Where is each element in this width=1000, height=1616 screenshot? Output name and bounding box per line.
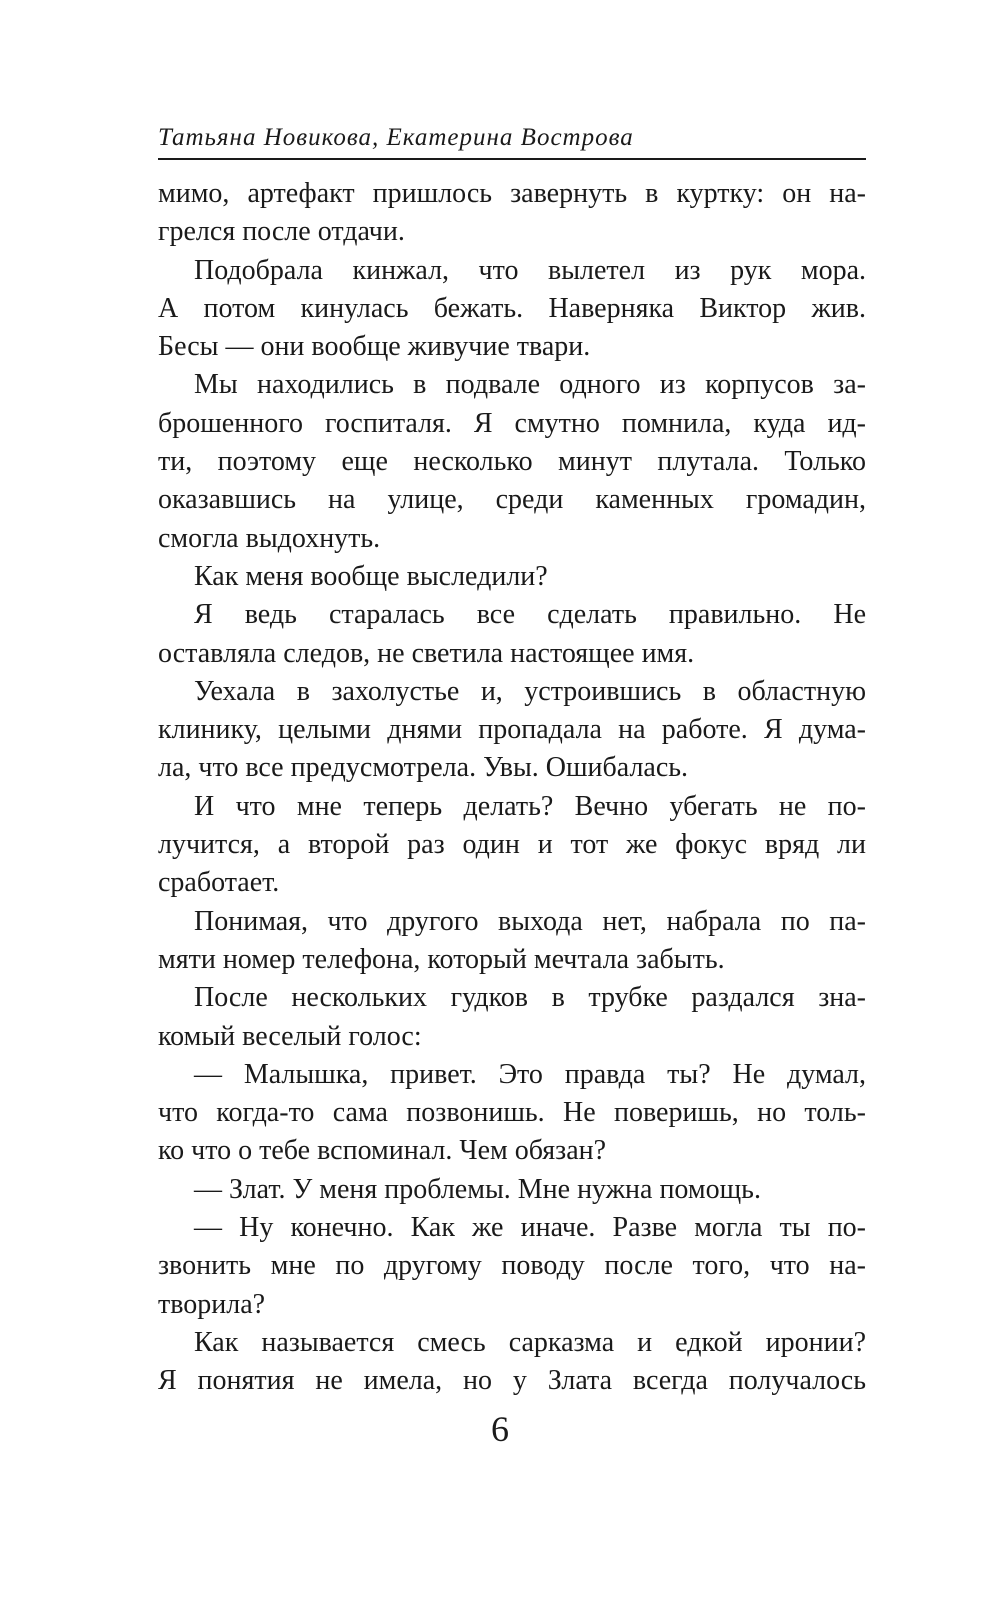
text-line: Как называется смесь сарказма и едкой иронии?	[194, 1326, 866, 1358]
text-line: И что мне теперь делать? Вечно убегать не по-	[194, 790, 866, 822]
text-line: — Малышка, привет. Это правда ты? Не думал,	[194, 1058, 866, 1090]
text-line: Как меня вообще выследили?	[194, 560, 548, 592]
text-line: Подобрала кинжал, что вылетел из рук мора.	[194, 254, 866, 286]
text-line: После нескольких гудков в трубке раздался зна-	[194, 982, 866, 1014]
text-line: грелся после отдачи.	[158, 216, 405, 248]
text-line: комый веселый голос:	[158, 1020, 422, 1052]
body-text	[158, 175, 866, 1401]
text-line: мимо, артефакт пришлось завернуть в куртку: он на-	[158, 178, 866, 209]
text-line: оставляла следов, не светила настоящее имя.	[158, 637, 695, 669]
text-line: Бесы — они вообще живучие твари.	[158, 331, 591, 363]
text-line: Уехала в захолустье и, устроившись в областную	[194, 675, 866, 707]
header-rule	[158, 158, 866, 160]
text-line: ко что о тебе вспоминал. Чем обязан?	[158, 1135, 607, 1167]
text-line: что когда-то сама позвонишь. Не поверишь, но толь-	[158, 1097, 866, 1129]
page-number: 6	[491, 1409, 509, 1449]
text-line: Понимая, что другого выхода нет, набрала по па-	[194, 905, 866, 937]
text-line: Я ведь старалась все сделать правильно. Не	[194, 599, 866, 631]
text-line: — Ну конечно. Как же иначе. Разве могла ты по-	[194, 1212, 866, 1244]
text-line: лучится, а второй раз один и тот же фокус вряд ли	[158, 829, 866, 861]
text-line: звонить мне по другому поводу после того, что на-	[158, 1250, 866, 1282]
text-line: брошенного госпиталя. Я смутно помнила, куда ид-	[158, 407, 866, 439]
text-line: мяти номер телефона, который мечтала забыть.	[158, 943, 725, 975]
running-title: Татьяна Новикова, Екатерина Вострова	[158, 124, 634, 151]
running-header	[158, 122, 866, 160]
text-line: А потом кинулась бежать. Наверняка Виктор жив.	[158, 292, 866, 324]
text-line: ти, поэтому еще несколько минут плутала. Только	[158, 446, 866, 478]
text-line: Мы находились в подвале одного из корпусов за-	[194, 369, 866, 401]
text-line: оказавшись на улице, среди каменных громадин,	[158, 484, 866, 516]
text-line: творила?	[158, 1288, 266, 1320]
text-line: — Злат. У меня проблемы. Мне нужна помощь.	[194, 1173, 761, 1205]
text-line: ла, что все предусмотрела. Увы. Ошибалась.	[158, 752, 689, 784]
text-line: клинику, целыми днями пропадала на работе. Я дума-	[158, 714, 866, 746]
text-line: Я понятия не имела, но у Злата всегда получалось	[158, 1365, 866, 1397]
text-line: сработает.	[158, 867, 280, 899]
text-line: смогла выдохнуть.	[158, 522, 381, 554]
